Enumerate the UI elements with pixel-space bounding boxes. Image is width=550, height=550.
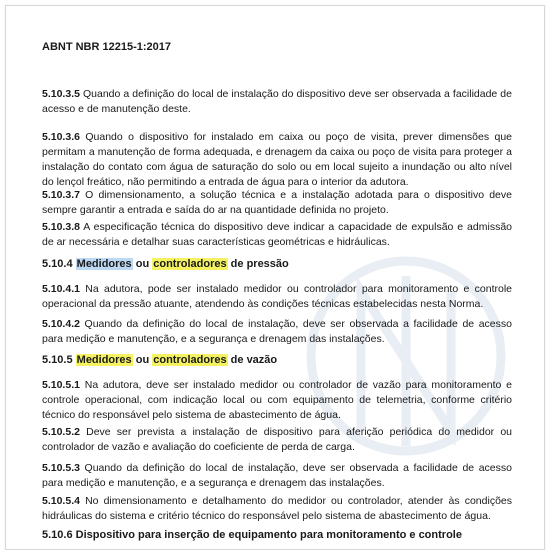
paragraph-text: Deve ser prevista a instalação de dispositivo para aferição periódica do medidor ou controlador de vazão e avaliação do coeficiente de perda de carga. — [42, 426, 513, 453]
paragraph-text: Quando da definição do local de instalação, deve ser observada a facilidade de acesso para medição e manutenção, e a segurança e drenagem das instalações. — [42, 462, 512, 489]
heading-text: de vazão — [230, 354, 278, 366]
clause-number: 5.10.5.4 — [42, 495, 80, 507]
section-number: 5.10.5 — [42, 354, 73, 366]
paragraph-5-10-3-7 — [42, 188, 512, 218]
paragraph-text: No dimensionamento e detalhamento do medidor ou controlador, atender às condições hidráulicas do sistema e critério técnico do responsável pelo sistema de abastecimento de água. — [42, 495, 512, 522]
highlighted-word: controladores — [153, 354, 227, 366]
paragraph-text: A especificação técnica do dispositivo deve indicar a capacidade de expulsão e admissão de ar necessária e detalhar suas características geométricas e hidráulicas. — [42, 221, 512, 248]
paragraph-text: Na adutora, deve ser instalado medidor ou controlador de vazão para monitoramento e controle operacional, com indicação local ou com equipamento de telemetria, conforme critério técnico do responsável pelo sistema de abastecimento de água. — [42, 379, 513, 421]
clause-number: 5.10.5.2 — [42, 426, 80, 438]
paragraph-text: O dimensionamento, a solução técnica e a instalação adotada para o dispositivo deve sempre garantir a entrada e saída do ar na quantidade definida no projeto. — [42, 189, 512, 216]
paragraph-text: Na adutora, pode ser instalado medidor ou controlador para monitoramento e controle operacional da pressão atuante, atendendo às condições técnicas estabelecidas nesta Norma. — [42, 283, 512, 310]
clause-number: 5.10.3.6 — [42, 131, 80, 143]
paragraph-5-10-3-5 — [42, 87, 512, 117]
document-page — [5, 5, 545, 550]
section-number: 5.10.4 — [42, 258, 73, 270]
section-heading-5-10-4 — [42, 257, 289, 272]
paragraph-5-10-5-3 — [42, 461, 512, 491]
clause-number: 5.10.5.3 — [42, 462, 80, 474]
standard-header: ABNT NBR 12215-1:2017 — [42, 41, 171, 53]
paragraph-5-10-3-6 — [42, 130, 512, 190]
paragraph-5-10-5-1 — [42, 378, 512, 423]
paragraph-text: Quando da definição do local de instalação, deve ser observada a facilidade de acesso para medição e manutenção, e a segurança e drenagem das instalações. — [42, 318, 512, 345]
heading-text: Dispositivo para inserção de equipamento para monitoramento e controle — [75, 529, 462, 541]
section-number: 5.10.6 — [42, 529, 73, 541]
highlighted-word: Medidores — [76, 354, 132, 366]
paragraph-5-10-5-2 — [42, 425, 512, 455]
clause-number: 5.10.4.2 — [42, 318, 80, 330]
paragraph-5-10-5-4 — [42, 494, 512, 524]
clause-number: 5.10.3.7 — [42, 189, 80, 201]
paragraph-text: Quando a definição do local de instalação do dispositivo deve ser observada a facilidade de acesso e de manutenção deste. — [42, 88, 512, 115]
heading-word: ou — [135, 354, 150, 366]
highlighted-word: Medidores — [76, 258, 132, 270]
paragraph-5-10-3-8 — [42, 220, 512, 250]
section-heading-5-10-5 — [42, 353, 277, 368]
clause-number: 5.10.3.8 — [42, 221, 80, 233]
section-heading-5-10-6 — [42, 528, 462, 543]
clause-number: 5.10.5.1 — [42, 379, 80, 391]
heading-word: ou — [135, 258, 150, 270]
paragraph-text: Quando o dispositivo for instalado em caixa ou poço de visita, prever dimensões que permitam a manutenção de forma adequada, e drenagem da caixa ou poço de visita para proteger a instalação do contato com água de saturação do solo ou em local sujeito a inundação ou alto nível do lençol freático, não permitindo a entrada de água para o interior da adutora. — [42, 131, 512, 188]
highlighted-word: controladores — [153, 258, 227, 270]
paragraph-5-10-4-1 — [42, 282, 512, 312]
paragraph-5-10-4-2 — [42, 317, 512, 347]
clause-number: 5.10.3.5 — [42, 88, 80, 100]
clause-number: 5.10.4.1 — [42, 283, 80, 295]
heading-text: de pressão — [230, 258, 289, 270]
